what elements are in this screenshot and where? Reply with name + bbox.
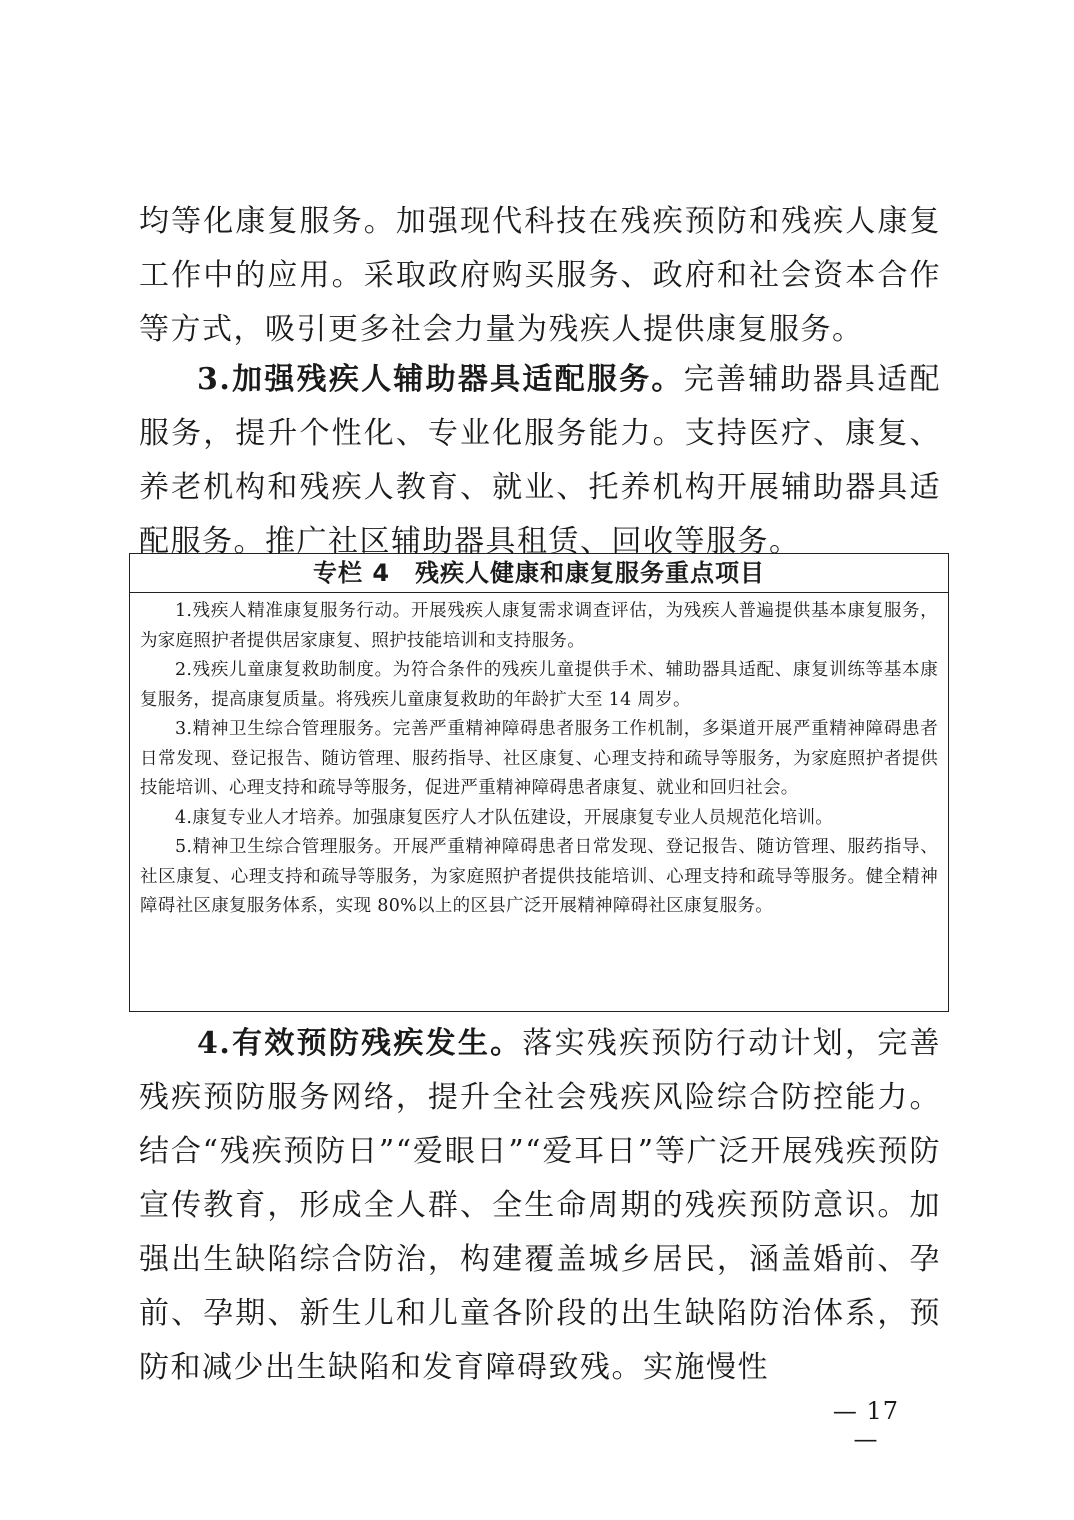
box-item: 1.残疾人精准康复服务行动。开展残疾人康复需求调查评估，为残疾人普遍提供基本康复服务，为家庭照护者提供居家康复、照护技能培训和支持服务。	[140, 601, 938, 651]
body-paragraph-1	[139, 195, 941, 357]
box-body	[130, 593, 948, 922]
box-item: 4.康复专业人才培养。加强康复医疗人才队伍建设，开展康复专业人员规范化培训。	[175, 807, 834, 828]
box-item: 2.残疾儿童康复救助制度。为符合条件的残疾儿童提供手术、辅助器具适配、康复训练等基本康复服务，提高康复质量。将残疾儿童康复救助的年龄扩大至 14 周岁。	[140, 660, 938, 710]
box-item: 3.精神卫生综合管理服务。完善严重精神障碍患者服务工作机制，多渠道开展严重精神障碍患者日常发现、登记报告、随访管理、服药指导、社区康复、心理支持和疏导等服务，为家庭照护者提供技能培训、心理支持和疏导等服务，促进严重精神障碍患者康复、就业和回归社会。	[140, 719, 938, 798]
paragraph-heading: 3.加强残疾人辅助器具适配服务。	[197, 362, 684, 397]
page-number: — 17 —	[832, 1397, 900, 1453]
box-item: 5.精神卫生综合管理服务。开展严重精神障碍患者日常发现、登记报告、随访管理、服药指导、社区康复、心理支持和疏导等服务，为家庭照护者提供技能培训、心理支持和疏导等服务。健全精神障碍社区康复服务体系，实现 80%以上的区县广泛开展精神障碍社区康复服务。	[140, 837, 938, 916]
body-paragraph-3	[139, 1017, 941, 1395]
paragraph-text: 落实残疾预防行动计划，完善残疾预防服务网络，提升全社会残疾风险综合防控能力。结合“残疾预防日”“爱眼日”“爱耳日”等广泛开展残疾预防宣传教育，形成全人群、全生命周期的残疾预防意识。加强出生缺陷综合防治，构建覆盖城乡居民，涵盖婚前、孕前、孕期、新生儿和儿童各阶段的出生缺陷防治体系，预防和减少出生缺陷和发育障碍致残。实施慢性	[139, 1026, 941, 1385]
paragraph-heading: 4.有效预防残疾发生。	[197, 1026, 523, 1061]
paragraph-text: 完善辅助器具适配服务，提升个性化、专业化服务能力。支持医疗、康复、养老机构和残疾人教育、就业、托养机构开展辅助器具适配服务。推广社区辅助器具租赁、回收等服务。	[139, 362, 941, 559]
body-paragraph-2	[139, 353, 941, 569]
box-title: 专栏 4 残疾人健康和康复服务重点项目	[130, 554, 948, 593]
paragraph-text: 均等化康复服务。加强现代科技在残疾预防和残疾人康复工作中的应用。采取政府购买服务、政府和社会资本合作等方式，吸引更多社会力量为残疾人提供康复服务。	[139, 204, 941, 347]
special-column-box	[129, 553, 949, 1012]
